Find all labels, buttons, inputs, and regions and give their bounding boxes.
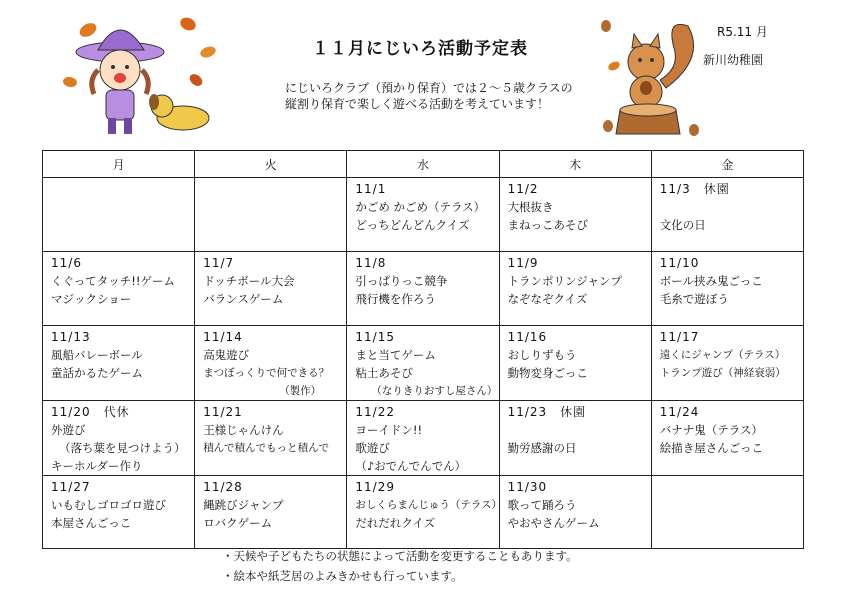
day-cell — [347, 326, 499, 401]
activity-note: （♪おでんでんでん） — [355, 459, 467, 473]
date-label: 11/16 — [507, 330, 548, 344]
activity-note: （なりきりおすし屋さん） — [371, 385, 498, 397]
activity: 絵描き屋さんごっこ — [659, 441, 764, 455]
day-cell — [347, 476, 503, 549]
weekday-header: 火 — [195, 151, 347, 178]
date-label: 11/13 — [51, 330, 91, 344]
intro-line: にじいろクラブ（預かり保育）では２～５歳クラスの — [285, 81, 573, 95]
activity: ロバクゲーム — [203, 516, 273, 530]
activity: トランポリンジャンプ — [507, 274, 623, 288]
date-label: 11/22 — [355, 405, 395, 419]
day-cell — [499, 326, 651, 401]
day-cell — [43, 326, 195, 401]
activity: まつぼっくりで何できる？ — [203, 367, 330, 379]
empty-cell — [43, 178, 195, 252]
activity: 粘土あそび — [355, 366, 413, 380]
date-label: 11/17 — [659, 330, 700, 344]
day-cell — [347, 252, 499, 326]
date-label: 11/3 休園 — [659, 182, 730, 196]
date-label: 11/20 代休 — [51, 405, 130, 419]
date-label: 11/27 — [51, 480, 91, 494]
day-cell — [499, 476, 651, 549]
activity: 引っぱりっこ競争 — [355, 274, 448, 288]
activity: トランプ遊び（神経衰弱） — [659, 367, 786, 379]
day-cell — [43, 252, 195, 326]
squirrel-illustration — [596, 18, 706, 140]
day-cell — [651, 326, 803, 401]
activity: 王様じゃんけん — [203, 423, 284, 437]
month-label: R5.11 月 — [717, 25, 768, 39]
empty-cell — [195, 178, 347, 252]
activity: バナナ鬼（テラス） — [659, 423, 763, 437]
day-cell — [651, 252, 803, 326]
holiday-name: 文化の日 — [659, 218, 706, 232]
date-label: 11/23 休園 — [507, 405, 587, 419]
week-row — [43, 178, 804, 252]
activity: いもむしゴロゴロ遊び — [51, 498, 166, 512]
activity: マジックショー — [51, 292, 132, 306]
holiday-name: 勤労感謝の日 — [507, 441, 577, 455]
activity-calendar-table — [42, 150, 804, 549]
date-label: 11/1 — [355, 182, 387, 196]
week-row — [43, 401, 804, 476]
date-label: 11/30 — [507, 480, 548, 494]
activity: 歌って踊ろう — [507, 498, 577, 512]
date-label: 11/24 — [659, 405, 700, 419]
activity: 風船バレーボール — [51, 348, 143, 362]
week-row — [43, 252, 804, 326]
date-label: 11/15 — [355, 330, 395, 344]
document-meta — [703, 18, 768, 74]
date-label: 11/7 — [203, 256, 235, 270]
footnote: ・天候や子どもたちの状態によって活動を変更することもあります。 — [222, 549, 578, 563]
girl-and-dog-illustration — [58, 10, 228, 140]
day-cell — [651, 401, 803, 476]
date-label: 11/2 — [507, 182, 539, 196]
day-cell — [195, 476, 347, 549]
activity: 本屋さんごっこ — [51, 516, 132, 530]
weekday-header: 木 — [499, 151, 651, 178]
page-title: １１月にじいろ活動予定表 — [312, 39, 528, 59]
day-cell — [43, 401, 195, 476]
intro-text — [285, 80, 573, 112]
activity: 遠くにジャンプ（テラス） — [659, 349, 786, 361]
activity: どっちどんどんクイズ — [355, 218, 470, 232]
activity: ヨーイドン!! — [355, 423, 423, 437]
day-cell — [499, 252, 651, 326]
activity: ボール挟み鬼ごっこ — [659, 274, 763, 288]
activity-note: （製作） — [279, 385, 322, 397]
activity: 高鬼遊び — [203, 348, 250, 362]
footnotes — [222, 546, 578, 586]
activity: ドッチボール大会 — [203, 274, 295, 288]
activity: まねっこあそび — [507, 218, 589, 232]
date-label: 11/28 — [203, 480, 243, 494]
intro-line: 縦割り保育で楽しく遊べる活動を考えています！ — [285, 97, 550, 111]
activity: 縄跳びジャンプ — [203, 498, 284, 512]
weekday-header: 水 — [347, 151, 499, 178]
date-label: 11/14 — [203, 330, 243, 344]
week-row — [43, 326, 804, 401]
activity: だれだれクイズ — [355, 516, 436, 530]
day-cell — [43, 476, 195, 549]
empty-cell — [651, 476, 803, 549]
activity: 動物変身ごっこ — [507, 366, 588, 380]
date-label: 11/6 — [51, 256, 82, 270]
activity: 積んで積んでもっと積んで — [203, 442, 330, 454]
activity: かごめ かごめ（テラス） — [355, 200, 486, 214]
date-label: 11/8 — [355, 256, 387, 270]
activity: バランスゲーム — [203, 292, 284, 306]
activity: やおやさんゲーム — [507, 516, 600, 530]
activity: 外遊び — [51, 423, 86, 437]
date-label: 11/21 — [203, 405, 243, 419]
activity: おしりずもう — [507, 348, 577, 362]
day-cell — [499, 401, 651, 476]
activity: おしくらまんじゅう（テラス） — [355, 499, 503, 511]
activity: 大根抜き — [507, 200, 554, 214]
day-cell — [195, 401, 347, 476]
activity: なぞなぞクイズ — [507, 292, 588, 306]
weekday-header: 月 — [43, 151, 195, 178]
day-cell — [651, 178, 803, 252]
activity: 童話かるたゲーム — [51, 366, 143, 380]
activity-note: （落ち葉を見つけよう） — [59, 441, 186, 455]
school-name: 新川幼稚園 — [703, 53, 764, 67]
activity: 毛糸で遊ぼう — [659, 292, 729, 306]
day-cell — [499, 178, 651, 252]
activity: 歌遊び — [355, 441, 390, 455]
activity: 飛行機を作ろう — [355, 292, 436, 306]
activity: キーホルダー作り — [51, 459, 143, 473]
footnote: ・絵本や紙芝居のよみきかせも行っています。 — [222, 569, 463, 583]
activity: まと当てゲーム — [355, 348, 436, 362]
date-label: 11/10 — [659, 256, 700, 270]
date-label: 11/29 — [355, 480, 395, 494]
day-cell — [347, 401, 499, 476]
day-cell — [195, 326, 347, 401]
weekday-header-row — [43, 151, 804, 178]
week-row — [43, 476, 804, 549]
weekday-header: 金 — [651, 151, 803, 178]
day-cell — [347, 178, 499, 252]
day-cell — [195, 252, 347, 326]
date-label: 11/9 — [507, 256, 539, 270]
activity: くぐってタッチ!!ゲーム — [51, 274, 175, 288]
